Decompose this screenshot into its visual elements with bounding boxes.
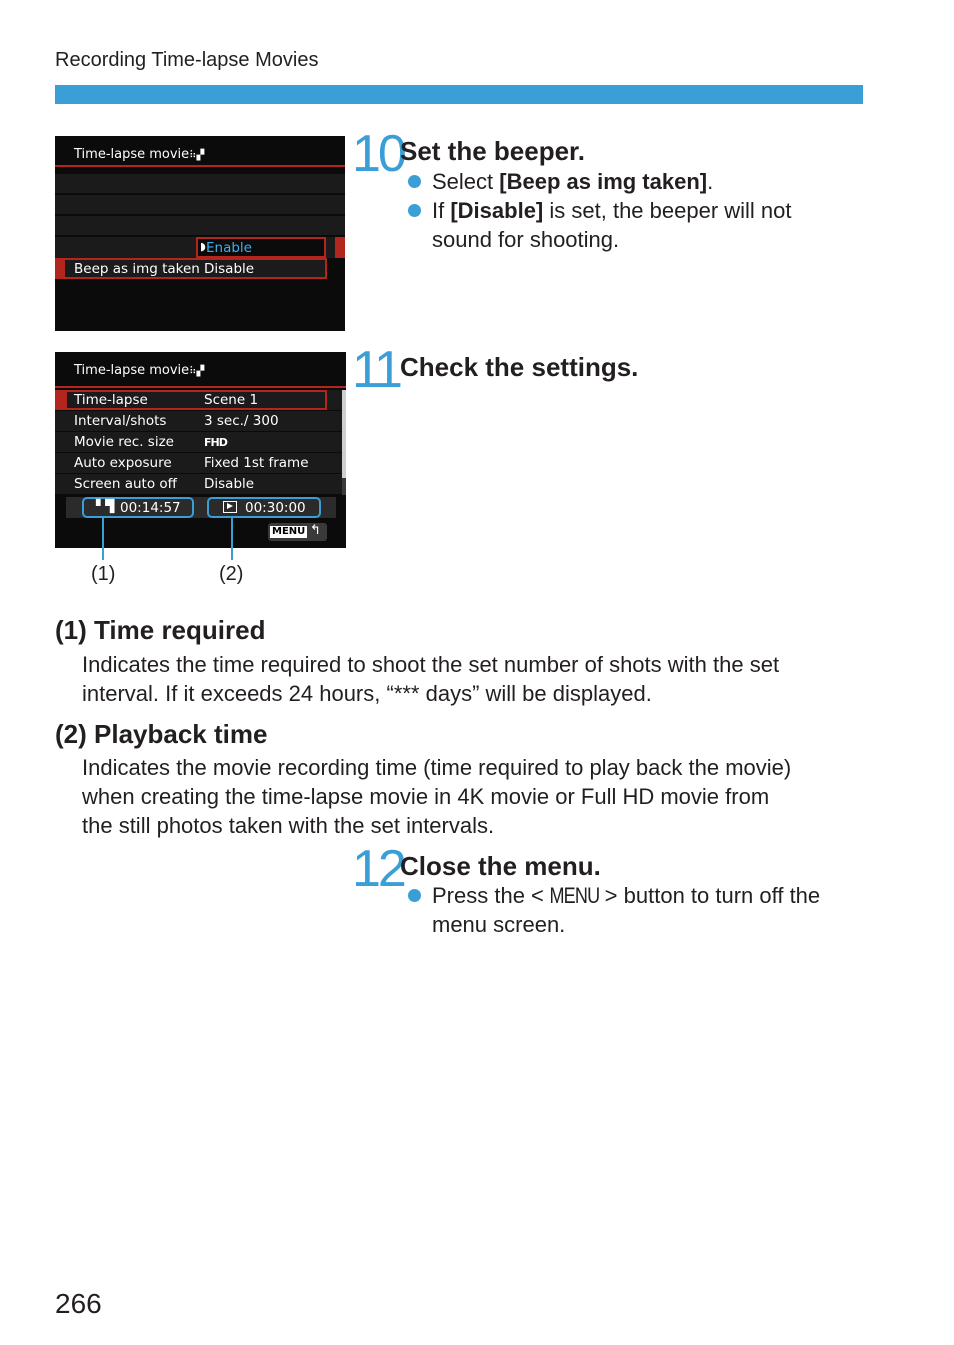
fhd-icon: FHD <box>204 436 227 449</box>
settings-row[interactable] <box>55 453 342 473</box>
callout-line-1 <box>102 518 104 560</box>
title-rule <box>55 386 346 388</box>
movie-camera-icon: ▘▜ <box>96 499 115 513</box>
row-label: Interval/shots <box>74 413 167 429</box>
bullet-item: Press the < MENU > button to turn off the menu screen. <box>432 881 820 939</box>
step-title: Check the settings. <box>400 352 639 382</box>
step-title: Set the beeper. <box>400 136 585 166</box>
playback-icon <box>223 501 237 513</box>
menu-back-button[interactable] <box>268 523 327 541</box>
time-required-box <box>82 497 194 518</box>
bullet-dot <box>408 889 421 902</box>
playback-time-box <box>207 497 321 518</box>
menu-row-blank <box>55 216 345 235</box>
callout-line-2 <box>231 518 233 560</box>
menu-button-icon: MENU <box>549 883 600 908</box>
step-number: 11 <box>352 341 400 399</box>
header-bar <box>55 85 863 104</box>
item-value: Disable <box>204 261 255 277</box>
menu-row-blank <box>55 195 345 214</box>
row-label: Movie rec. size <box>74 434 174 450</box>
section-heading: (2) Playback time <box>55 719 268 749</box>
item-label: Beep as img taken <box>74 261 200 277</box>
menu-label: MENU <box>272 526 306 537</box>
menu-row-beep[interactable] <box>55 258 327 279</box>
option-enable-box[interactable] <box>196 237 326 258</box>
row-value: Scene 1 <box>204 392 259 408</box>
option-enable: Enable <box>206 240 252 256</box>
row-value: Disable <box>204 476 255 492</box>
screen-title: Time-lapse movie⠷▞ <box>74 363 205 378</box>
row-value: 3 sec./ 300 <box>204 413 279 429</box>
step-number: 10 <box>352 125 404 183</box>
settings-row[interactable] <box>55 432 342 452</box>
step-title: Close the menu. <box>400 851 601 881</box>
scrollbar-thumb <box>342 390 346 478</box>
section-heading: (1) Time required <box>55 615 266 645</box>
callout-label-1: (1) <box>91 563 116 585</box>
time-required-value: 00:14:57 <box>120 500 181 516</box>
selector-arrow-icon: ◗ <box>200 240 206 253</box>
camera-screen-beep <box>55 136 345 331</box>
row-value: Fixed 1st frame <box>204 455 309 471</box>
row-marker <box>55 258 65 279</box>
row-label: Auto exposure <box>74 455 172 471</box>
still-movie-icon: ⠷▞ <box>189 150 205 161</box>
running-header: Recording Time-lapse Movies <box>55 49 319 71</box>
screen-title: Time-lapse movie⠷▞ <box>74 147 205 162</box>
section-body: Indicates the time required to shoot the set number of shots with the set interval. If it exceeds 24 hours, “*** days” will be displayed. <box>82 652 780 706</box>
row-marker <box>55 390 65 410</box>
bullet-item: If [Disable] is set, the beeper will not sound for shooting. <box>432 196 792 254</box>
playback-time-value: 00:30:00 <box>245 500 306 516</box>
return-icon: ↰ <box>310 523 321 538</box>
title-rule <box>55 165 345 167</box>
scrollbar-marker <box>335 237 345 258</box>
settings-row[interactable] <box>55 474 342 494</box>
settings-row[interactable] <box>55 390 342 410</box>
camera-screen-settings <box>55 352 346 548</box>
bullet-dot <box>408 175 421 188</box>
row-label: Time-lapse <box>74 392 148 408</box>
row-label: Screen auto off <box>74 476 177 492</box>
step-number: 12 <box>352 840 404 898</box>
bullet-dot <box>408 204 421 217</box>
settings-row[interactable] <box>55 411 342 431</box>
still-movie-icon: ⠷▞ <box>189 366 205 377</box>
scrollbar[interactable] <box>342 390 346 495</box>
menu-row-blank <box>55 174 345 193</box>
callout-label-2: (2) <box>219 563 244 585</box>
section-body: Indicates the movie recording time (time required to play back the movie) when creating the time-lapse movie in 4K movie or Full HD movie from the still photos taken with the set intervals. <box>82 755 792 838</box>
page-number: 266 <box>55 1288 102 1319</box>
bullet-item: Select [Beep as img taken]. <box>432 167 713 196</box>
